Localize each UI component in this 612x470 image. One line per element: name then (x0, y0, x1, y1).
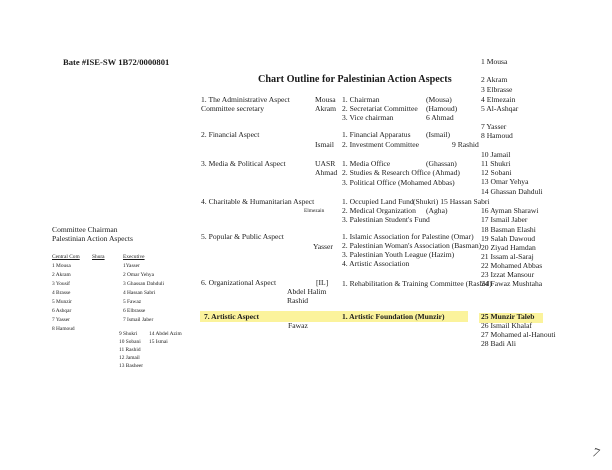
committee-head: (Hamoud) (426, 104, 458, 113)
name-list-item: 17 Ismail Jaber (481, 215, 528, 224)
aspect-organizational-member: Rashid (287, 296, 309, 305)
shura-item: 10 Sobani (119, 339, 141, 345)
left-heading: Palestinian Action Aspects (52, 234, 133, 243)
name-list-item: 27 Mohamed al-Hanouti (481, 330, 556, 339)
col-header-executive: Executive (123, 254, 145, 260)
aspect-organizational-member: Abdel Halim (287, 287, 327, 296)
name-list-item: 7 Yasser (481, 122, 507, 131)
executive-item: 2 Omar Yehya (123, 272, 154, 278)
name-list-item: 12 Sobani (481, 168, 512, 177)
committee-head: (Ismail) (426, 130, 451, 139)
aspect-admin-member: Mousa (315, 95, 336, 104)
aspect-popular-member: Yasser (313, 242, 333, 251)
committee-item: 1. Rehabilitation & Training Committee (Rashid) (342, 279, 492, 288)
aspect-organizational-label: 6. Organizational Aspect (201, 278, 277, 287)
shura-item: 14 Abdel Azim (149, 331, 182, 337)
name-list-item: 5 Al-Ashqar (481, 104, 519, 113)
left-heading: Committee Chairman (52, 225, 118, 234)
bates-number: Bate #ISE-SW 1B72/0000801 (63, 57, 170, 67)
aspect-artistic-member: Fawaz (288, 321, 308, 330)
executive-item: 1Yasser (123, 263, 140, 269)
name-list-item: 16 Ayman Sharawi (481, 206, 539, 215)
committee-item: 1. Occupied Land Fund (342, 197, 414, 206)
committee-item: 2. Studies & Research Office (Ahmad) (342, 168, 460, 177)
committee-head: 9 Rashid (452, 140, 479, 149)
aspect-charitable-member: Elmezain (304, 208, 325, 214)
executive-item: 7 Ismail Jaber (123, 317, 154, 323)
committee-item: 2. Investment Committee (342, 140, 419, 149)
executive-item: 5 Fawaz (123, 299, 142, 305)
committee-item: 1. Chairman (342, 95, 380, 104)
committee-item: 2. Palestinian Woman's Association (Basman) (342, 241, 482, 250)
committee-item: 1. Media Office (342, 159, 391, 168)
name-list-item: 2 Akram (481, 75, 508, 84)
committee-item: 1. Artistic Foundation (Munzir) (342, 312, 445, 321)
name-list-item: 8 Hamoud (481, 131, 513, 140)
committee-item: 4. Artistic Association (342, 259, 410, 268)
name-list-item: 26 Ismail Khalaf (481, 321, 533, 330)
name-list-item: 3 Elbrasse (481, 85, 513, 94)
central-item: 8 Hamoud (52, 326, 75, 332)
name-list-item-highlighted: 25 Munzir Taleb (481, 312, 535, 321)
aspect-admin-label: 1. The Administrative Aspect (201, 95, 290, 104)
name-list-item: 20 Ziyad Hamdan (481, 243, 536, 252)
name-list-item: 4 Elmezain (481, 95, 516, 104)
shura-item: 13 Basheer (119, 363, 144, 369)
shura-item: 9 Shukri (119, 331, 138, 337)
committee-item: 3. Palestinian Youth League (Hazim) (342, 250, 455, 259)
name-list-item: 1 Mousa (481, 57, 508, 66)
committee-item: 2. Medical Organization (342, 206, 416, 215)
central-item: 2 Akram (52, 272, 71, 278)
central-item: 3 Yousif (52, 281, 70, 287)
name-list-item: 23 Izzat Mansour (481, 270, 535, 279)
name-list-item: 10 Jamail (481, 150, 511, 159)
aspect-media-member: Ahmad (315, 168, 338, 177)
executive-item: 6 Elbrasse (123, 308, 146, 314)
aspect-popular-label: 5. Popular & Public Aspect (201, 232, 284, 241)
name-list-item: 28 Badi Ali (481, 339, 517, 348)
col-header-central: Central Com (52, 254, 80, 260)
name-list-item: 19 Salah Dawoud (481, 234, 535, 243)
central-item: 7 Yasser (52, 317, 70, 323)
aspect-media-member: UASR (315, 159, 336, 168)
shura-item: 11 Rashid (119, 347, 141, 353)
aspect-artistic-label: 7. Artistic Aspect (204, 312, 260, 321)
aspect-financial-label: 2. Financial Aspect (201, 130, 260, 139)
name-list-item: 22 Mohamed Abbas (481, 261, 543, 270)
committee-item: 1. Islamic Association for Palestine (Omar) (342, 232, 474, 241)
central-item: 6 Ashqar (52, 308, 72, 314)
name-list-item: 21 Issam al-Saraj (481, 252, 534, 261)
committee-item: 2. Secretariat Committee (342, 104, 418, 113)
committee-item: 3. Palestinian Student's Fund (342, 215, 430, 224)
name-list-item: 13 Omar Yehya (481, 177, 529, 186)
committee-item: 3. Vice chairman (342, 113, 394, 122)
corner-mark: 7 (590, 444, 602, 461)
col-header-shura: Shura (92, 254, 105, 260)
name-list-item: 14 Ghassan Dahduli (481, 187, 543, 196)
executive-item: 3 Ghassan Dahduli (123, 281, 165, 287)
committee-head: (Agha) (426, 206, 448, 215)
aspect-organizational-member: [IL] (316, 278, 329, 287)
committee-head: (Mousa) (426, 95, 452, 104)
committee-item: 3. Political Office (Mohamed Abbas) (342, 178, 455, 187)
name-list-item: 11 Shukri (481, 159, 511, 168)
aspect-admin-sublabel: Committee secretary (201, 104, 265, 113)
committee-item: 1. Financial Apparatus (342, 130, 411, 139)
central-item: 5 Munzir (52, 299, 72, 305)
name-list-item: 24 Fawaz Mushtaha (481, 279, 543, 288)
executive-item: 4 Hassan Sabri (123, 290, 156, 296)
central-item: 1 Mousa (52, 263, 71, 269)
committee-head: (Ghassan) (426, 159, 457, 168)
shura-item: 15 Ismai (149, 339, 168, 345)
name-list-item: 18 Basman Elashi (481, 225, 536, 234)
committee-head: 6 Ahmad (426, 113, 454, 122)
aspect-admin-member: Akram (315, 104, 337, 113)
aspect-financial-member: Ismail (315, 140, 334, 149)
aspect-charitable-label: 4. Charitable & Humanitarian Aspect (201, 197, 315, 206)
page-title: Chart Outline for Palestinian Action Aspects (258, 74, 452, 85)
aspect-media-label: 3. Media & Political Aspect (201, 159, 286, 168)
committee-head: (Shukri) 15 Hassan Sabri (413, 197, 490, 206)
central-item: 4 Brasse (52, 290, 71, 296)
shura-item: 12 Jamail (119, 355, 140, 361)
